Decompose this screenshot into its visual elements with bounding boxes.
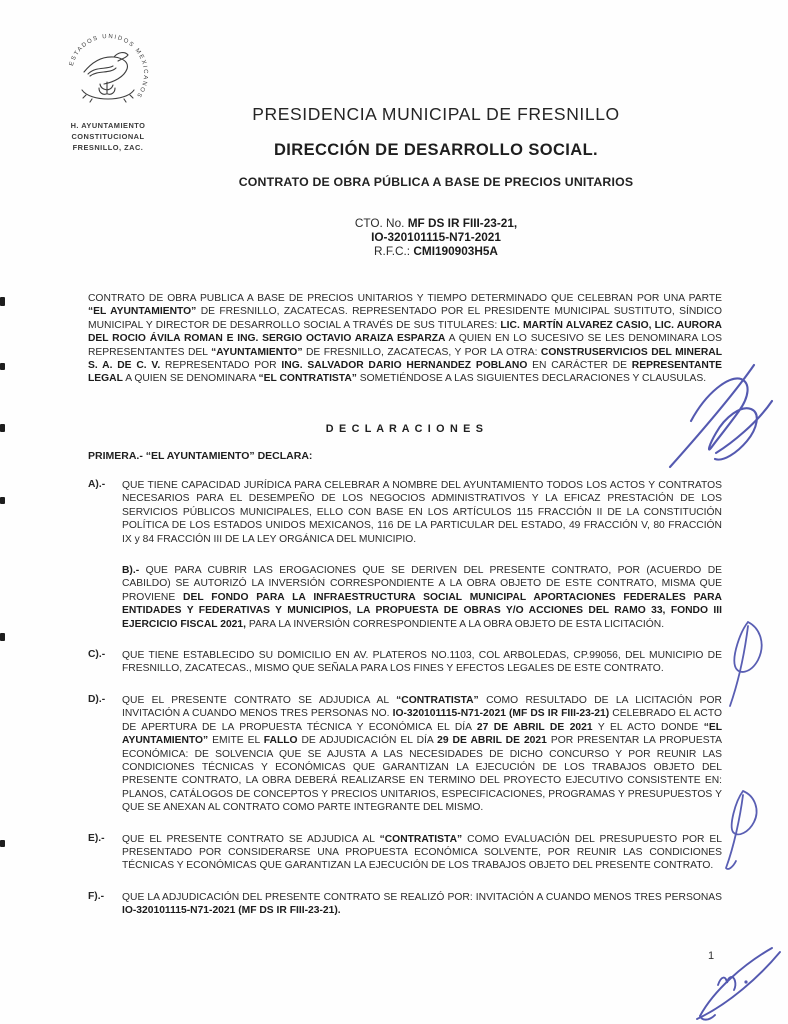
ink-loop-mark-icon bbox=[720, 618, 772, 713]
scan-artifact bbox=[0, 424, 5, 432]
document-header bbox=[150, 104, 722, 189]
scan-artifact bbox=[0, 363, 5, 370]
signature-scribble-icon bbox=[660, 353, 786, 480]
contract-reference-block bbox=[150, 217, 722, 258]
declaration-item-label: C).- bbox=[88, 649, 106, 661]
contract-type-title: CONTRATO DE OBRA PÚBLICA A BASE DE PRECIOS UNITARIOS bbox=[238, 175, 634, 189]
declaration-item bbox=[88, 833, 722, 873]
declarations-list bbox=[88, 479, 722, 936]
declaration-item-label: E).- bbox=[88, 832, 105, 844]
declaration-item-text: QUE LA ADJUDICACIÓN DEL PRESENTE CONTRATO SE REALIZÓ POR: INVITACIÓN A CUANDO MENOS TRES PERSONAS IO-320101115-N71-2021 (MF DS IR FIII-23-21). bbox=[122, 891, 722, 917]
declaration-item-text: B).- QUE PARA CUBRIR LAS EROGACIONES QUE SE DERIVEN DEL PRESENTE CONTRATO, POR (ACUERDO DE CABILDO) SE AUTORIZÓ LA INVERSIÓN CORRESPONDIENTE A LA OBRA OBJETO DE ESTE CONTRATO, MISMA QUE PROVIENE DEL FONDO PARA LA INFRAESTRUCTURA SOCIAL MUNICIPAL APORTACIONES FEDERALES PARA ENTIDADES Y FEDERATIVAS Y MUNICIPIOS, LA PROPUESTA DE OBRAS Y/O ACCIONES DEL RAMO 33, FONDO III EJERCICIO FISCAL 2021, PARA LA INVERSIÓN CORRESPONDIENTE A LA OBRA OBJETO DE ESTA LICITACIÓN. bbox=[122, 565, 723, 630]
logo-caption-line: FRESNILLO, ZAC. bbox=[72, 143, 144, 152]
declaration-item-label bbox=[88, 564, 122, 631]
scan-artifact bbox=[0, 840, 5, 847]
page-number: 1 bbox=[708, 950, 715, 962]
page-title: PRESIDENCIA MUNICIPAL DE FRESNILLO bbox=[252, 104, 620, 124]
declaration-item-text: QUE EL PRESENTE CONTRATO SE ADJUDICA AL “CONTRATISTA” COMO EVALUACIÓN DEL PRESUPUESTO POR EL PRESENTADO POR CONSIDERARSE UNA PROPUESTA ECONÓMICA SOLVENTE, POR REUNIR LAS CONDICIONES TÉCNICAS Y ECONÓMICAS QUE GARANTIZAN LA EJECUCIÓN DE LOS TRABAJOS OBJETO DEL PRESENTE CONTRATO. bbox=[122, 833, 722, 872]
contract-number-line: CTO. No. MF DS IR FIII-23-21, bbox=[354, 216, 518, 230]
seal-text: ESTADOS UNIDOS MEXICANOS bbox=[68, 33, 149, 100]
intro-paragraph: CONTRATO DE OBRA PUBLICA A BASE DE PRECIOS UNITARIOS Y TIEMPO DETERMINADO QUE CELEBRAN POR UNA PARTE “EL AYUNTAMIENTO” DE FRESNILLO, ZACATECAS. REPRESENTADO POR EL PRESIDENTE MUNICIPAL SUSTITUTO, SÍNDICO MUNICIPAL Y DIRECTOR DE DESARROLLO SOCIAL A TRAVÉS DE SUS TITULARES: LIC. MARTÍN ALVAREZ CASIO, LIC. AURORA DEL ROCIO ÁVILA ROMAN E ING. SERGIO OCTAVIO ARAIZA ESPARZA A QUIEN EN LO SUCESIVO SE LES DENOMINARA LOS REPRESENTANTES DEL “AYUNTAMIENTO” DE FRESNILLO, ZACATECAS, Y POR LA OTRA: CONSTRUSERVICIOS DEL MINERAL S. A. DE C. V. REPRESENTADO POR ING. SALVADOR DARIO HERNANDEZ POBLANO EN CARÁCTER DE REPRESENTANTE LEGAL A QUIEN SE DENOMINARA “EL CONTRATISTA” SOMETIÉNDOSE A LAS SIGUIENTES DECLARACIONES Y CLAUSULAS. bbox=[88, 293, 722, 385]
ink-loop-mark-icon bbox=[718, 788, 766, 873]
declaration-item bbox=[88, 891, 722, 918]
signature-flourish-icon bbox=[683, 942, 788, 1024]
mexican-coat-of-arms-seal-icon bbox=[66, 32, 150, 116]
declaration-item-text: QUE EL PRESENTE CONTRATO SE ADJUDICA AL “CONTRATISTA” COMO RESULTADO DE LA LICITACIÓN POR INVITACIÓN A CUANDO MENOS TRES PERSONAS NO. IO-320101115-N71-2021 (MF DS IR FIII-23-21) CELEBRADO EL ACTO DE APERTURA DE LA PROPUESTA TÉCNICA Y ECONÓMICA EL DÍA 27 DE ABRIL DE 2021 Y EL ACTO DONDE “EL AYUNTAMIENTO” EMITE EL FALLO DE ADJUDICACIÓN EL DÍA 29 DE ABRIL DE 2021 POR PRESENTAR LA PROPUESTA ECONÓMICA: DE SOLVENCIA QUE SE AJUSTA A LAS NECESIDADES DE DICHO CONCURSO Y POR REUNIR LAS CONDICIONES TÉCNICAS Y ECONÓMICAS QUE GARANTIZAN LA EJECUCIÓN DE LOS TRABAJOS OBJETO DEL PRESENTE CONTRATO, LA OBRA DEBERÁ REALIZARSE EN TERMINO DEL PROYECTO EJECUTIVO CONSISTENTE EN: PLANOS, CATÁLOGOS DE CONCEPTOS Y PRECIOS UNITARIOS, ESPECIFICACIONES, PROGRAMAS Y PRESUPUESTOS Y QUE SE ANEXAN AL CONTRATO COMO PARTE INTEGRANTE DEL MISMO. bbox=[122, 694, 722, 814]
declaration-item bbox=[88, 694, 722, 815]
rfc-line: R.F.C.: CMI190903H5A bbox=[374, 243, 498, 258]
declaration-item-label: D).- bbox=[88, 693, 106, 705]
scan-artifact bbox=[0, 297, 5, 306]
declaration-item bbox=[88, 479, 722, 546]
declaration-item-text: QUE TIENE CAPACIDAD JURÍDICA PARA CELEBRAR A NOMBRE DEL AYUNTAMIENTO TODOS LOS ACTOS Y CONTRATOS NECESARIOS PARA EL DESEMPEÑO DE LOS NEGOCIOS ADMINISTRATIVOS Y LA EFICAZ PRESTACIÓN DE LOS SERVICIOS PÚBLICOS MUNICIPALES, ELLO CON BASE EN LOS ARTÍCULOS 115 FRACCIÓN II DE LA CONSTITUCIÓN POLÍTICA DE LOS ESTADOS UNIDOS MEXICANOS, 116 DE LA PARTICULAR DEL ESTADO, 49 FRACCIÓN V, 80 FRACCIÓN IX y 84 FRACCIÓN III DE LA LEY ORGÁNICA DEL MUNICIPIO. bbox=[122, 480, 722, 545]
logo-caption-line: CONSTITUCIONAL bbox=[71, 132, 145, 141]
declaration-item bbox=[88, 649, 722, 676]
declarations-heading: D E C L A R A C I O N E S bbox=[325, 423, 485, 435]
declaration-item-text: QUE TIENE ESTABLECIDO SU DOMICILIO EN AV. PLATEROS NO.1103, COL ARBOLEDAS, CP.99056, DEL MUNICIPIO DE FRESNILLO, ZACATECAS., MISMO QUE SEÑALA PARA LOS FINES Y EFECTOS LEGALES DE ESTE CONTRATO. bbox=[122, 650, 722, 675]
io-number-line: IO-320101115-N71-2021 bbox=[371, 229, 501, 244]
scan-artifact bbox=[0, 633, 5, 641]
first-declaration-heading: PRIMERA.- “EL AYUNTAMIENTO” DECLARA: bbox=[88, 450, 313, 462]
department-title: DIRECCIÓN DE DESARROLLO SOCIAL. bbox=[273, 141, 599, 159]
declaration-item bbox=[88, 564, 722, 631]
declaration-item-label: A).- bbox=[88, 479, 106, 490]
declaration-item-label: F).- bbox=[88, 890, 105, 902]
scan-artifact bbox=[0, 497, 5, 504]
logo-caption-line: H. AYUNTAMIENTO bbox=[70, 121, 146, 130]
